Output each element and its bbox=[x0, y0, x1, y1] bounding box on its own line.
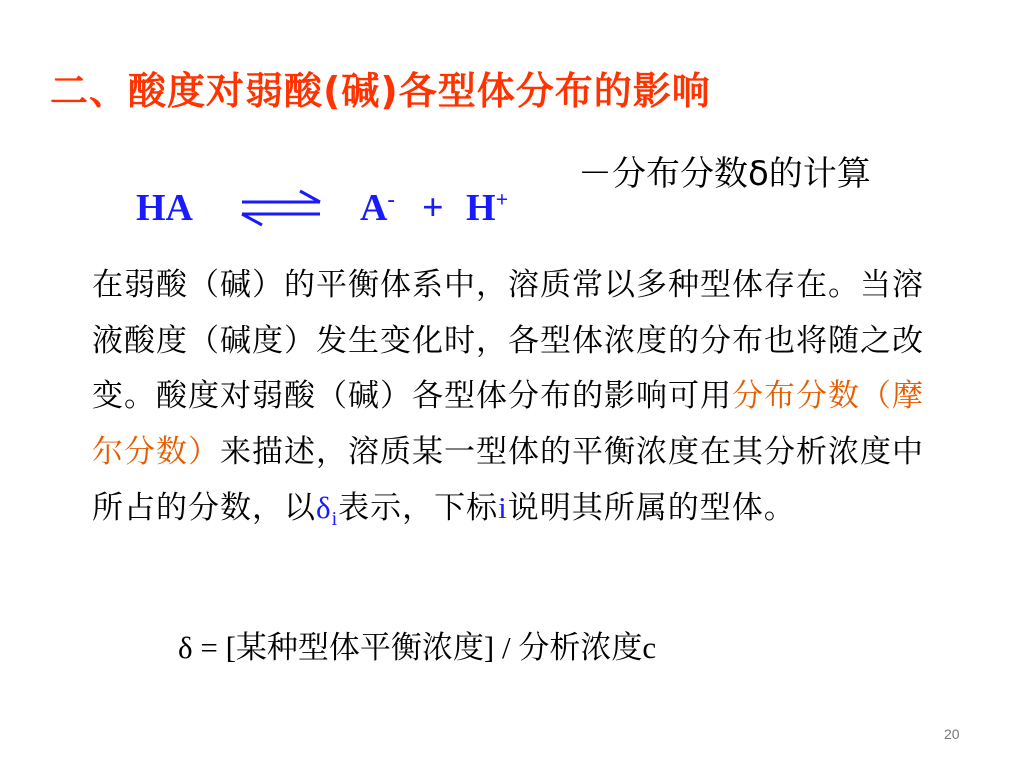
slide-title: 二、酸度对弱酸(碱)各型体分布的影响 bbox=[50, 69, 711, 113]
para-text-3: 表示，下标 bbox=[338, 490, 499, 526]
eq-plus: + bbox=[422, 187, 444, 229]
equilibrium-arrow-icon bbox=[238, 188, 324, 228]
slide-subtitle: －分布分数δ的计算 bbox=[578, 154, 871, 194]
page-number: 20 bbox=[944, 726, 960, 742]
para-emphasis: 分布分数（摩尔分数） bbox=[92, 378, 924, 470]
eq-anion: A- bbox=[360, 186, 395, 229]
delta-symbol: $\delta_i$ bbox=[316, 490, 339, 531]
para-text-1: 在弱酸（碱）的平衡体系中，溶质常以多种型体存在。当溶液酸度（碱度）发生变化时，各型体浓度的分布也将随之改变。酸度对弱酸（碱）各型体分布的影响可用 bbox=[92, 267, 924, 414]
para-text-2: 来描述，溶质某一型体的平衡浓度在其分析浓度中所占的分数，以 bbox=[92, 433, 924, 526]
eq-reactant: HA bbox=[136, 187, 193, 229]
delta-formula: δ = [某种型体平衡浓度] / 分析浓度c bbox=[178, 630, 657, 665]
index-letter: i bbox=[498, 490, 508, 525]
para-text-4: 说明其所属的型体。 bbox=[507, 490, 796, 526]
explanation-paragraph bbox=[92, 258, 932, 548]
eq-cation: H+ bbox=[466, 186, 509, 229]
